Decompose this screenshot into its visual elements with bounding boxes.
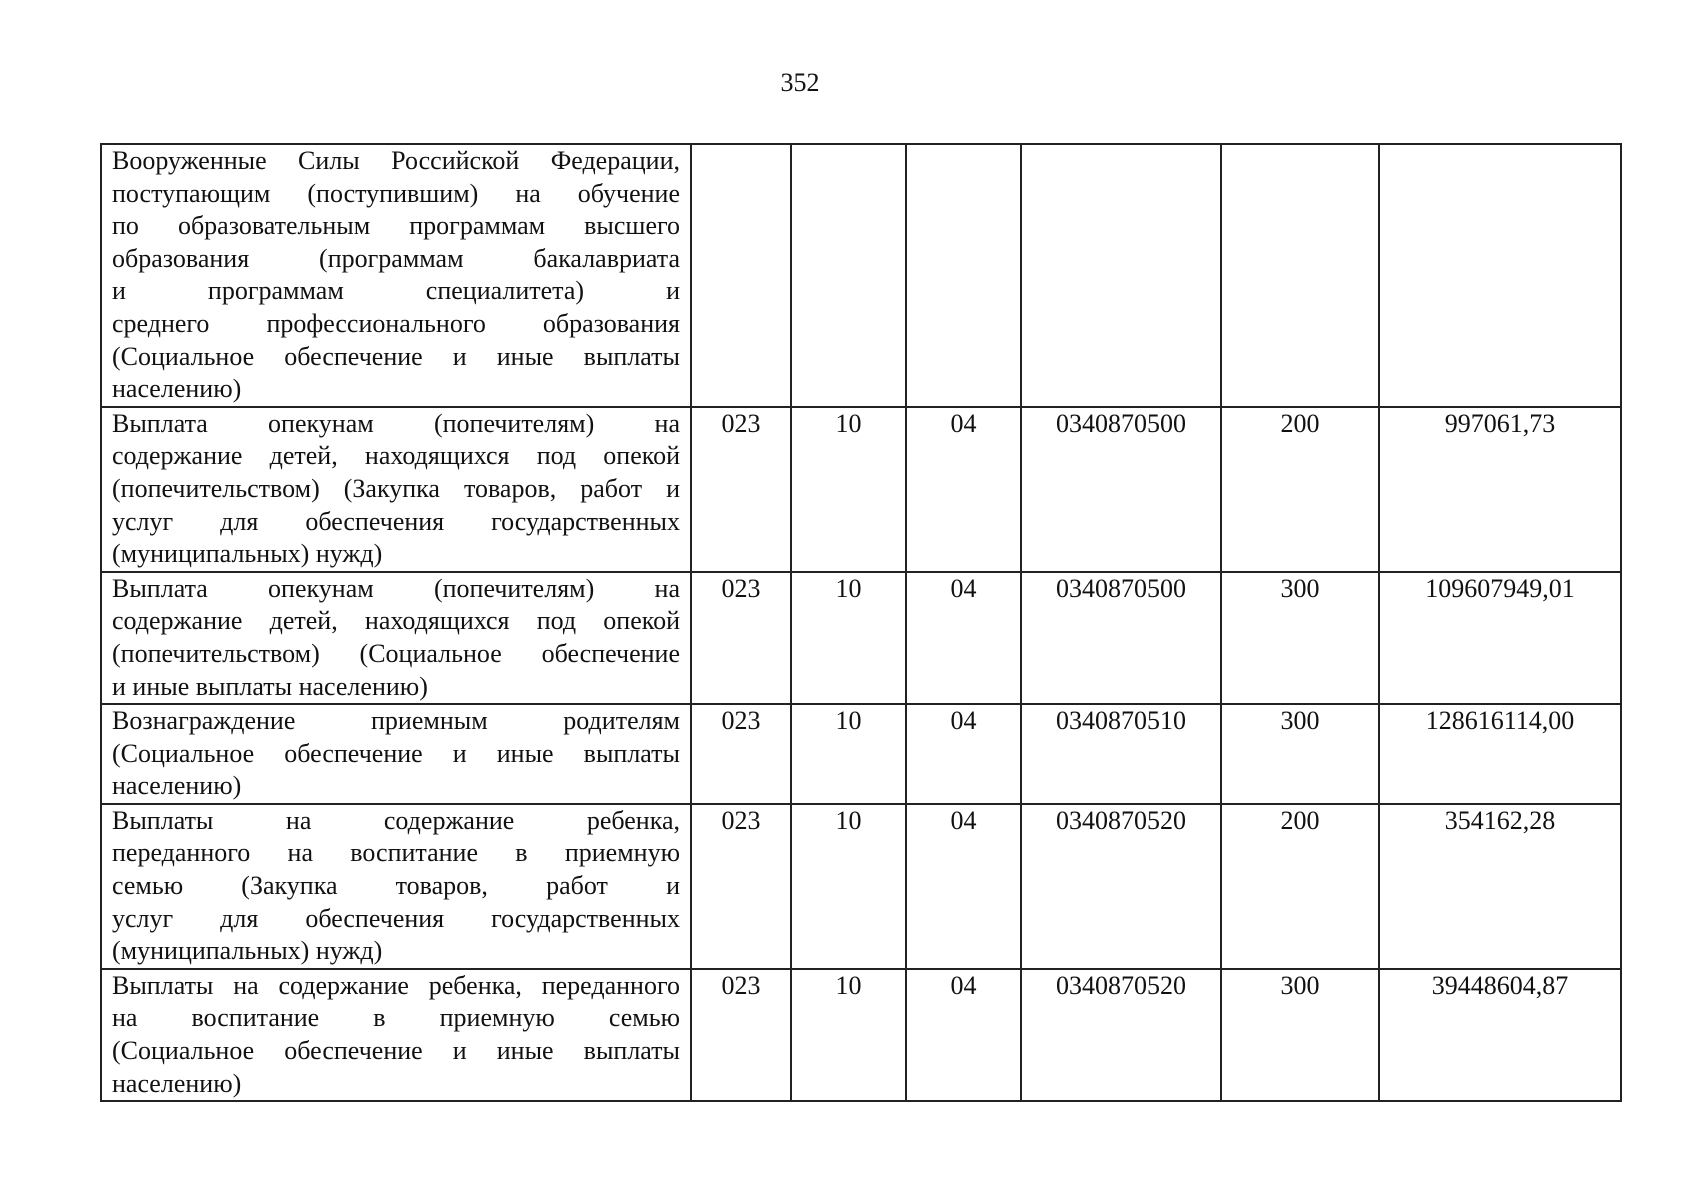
description-cell [101, 144, 691, 407]
description-line: Выплаты на содержание ребенка, [112, 805, 680, 835]
description-line: содержание детей, находящихся под опекой [112, 441, 680, 471]
budget-table [100, 143, 1622, 1102]
description-line: (попечительством) (Социальное обеспечение [112, 638, 680, 668]
table-row [101, 144, 1621, 407]
section-code-cell: 10 [791, 704, 906, 804]
expense-type-cell [1221, 144, 1379, 407]
table-body [101, 144, 1621, 1101]
table-row [101, 407, 1621, 572]
target-code-cell: 0340870500 [1021, 407, 1221, 572]
amount-cell: 997061,73 [1379, 407, 1621, 572]
amount-cell: 354162,28 [1379, 804, 1621, 969]
section-code-cell: 10 [791, 804, 906, 969]
description-cell [101, 407, 691, 572]
section-code-cell: 10 [791, 969, 906, 1101]
subsection-code-cell: 04 [906, 407, 1021, 572]
description-line: Вооруженные Силы Российской Федерации, [112, 146, 680, 175]
description-line: и иные выплаты населению) [112, 671, 428, 701]
description-line: Выплаты на содержание ребенка, переданного [112, 970, 680, 1000]
expense-type-cell: 300 [1221, 572, 1379, 704]
description-line: Выплата опекунам (попечителям) на [112, 408, 680, 438]
description-line: (Социальное обеспечение и иные выплаты [112, 341, 680, 371]
ministry-code-cell [691, 144, 791, 407]
expense-type-cell: 300 [1221, 704, 1379, 804]
target-code-cell [1021, 144, 1221, 407]
subsection-code-cell [906, 144, 1021, 407]
table-row [101, 969, 1621, 1101]
ministry-code-cell: 023 [691, 572, 791, 704]
amount-cell: 39448604,87 [1379, 969, 1621, 1101]
description-cell [101, 704, 691, 804]
description-line: (попечительством) (Закупка товаров, работ и [112, 473, 680, 503]
table-row [101, 704, 1621, 804]
description-line: услуг для обеспечения государственных [112, 903, 680, 933]
description-line: услуг для обеспечения государственных [112, 506, 680, 536]
description-line: населению) [112, 1068, 242, 1098]
description-cell [101, 969, 691, 1101]
amount-cell [1379, 144, 1621, 407]
subsection-code-cell: 04 [906, 804, 1021, 969]
description-line: и программам специалитета) и [112, 276, 680, 306]
target-code-cell: 0340870520 [1021, 804, 1221, 969]
section-code-cell: 10 [791, 572, 906, 704]
description-line: населению) [112, 771, 242, 801]
description-line: (Социальное обеспечение и иные выплаты [112, 1036, 680, 1066]
amount-cell: 109607949,01 [1379, 572, 1621, 704]
subsection-code-cell: 04 [906, 704, 1021, 804]
subsection-code-cell: 04 [906, 969, 1021, 1101]
table-row [101, 572, 1621, 704]
description-line: (Социальное обеспечение и иные выплаты [112, 738, 680, 768]
description-cell [101, 804, 691, 969]
description-line: семью (Закупка товаров, работ и [112, 871, 680, 901]
ministry-code-cell: 023 [691, 407, 791, 572]
description-line: (муниципальных) нужд) [112, 539, 383, 569]
description-cell [101, 572, 691, 704]
expense-type-cell: 200 [1221, 407, 1379, 572]
target-code-cell: 0340870510 [1021, 704, 1221, 804]
expense-type-cell: 300 [1221, 969, 1379, 1101]
subsection-code-cell: 04 [906, 572, 1021, 704]
ministry-code-cell: 023 [691, 804, 791, 969]
expense-type-cell: 200 [1221, 804, 1379, 969]
description-line: образования (программам бакалавриата [112, 243, 680, 273]
description-line: переданного на воспитание в приемную [112, 838, 680, 868]
amount-cell: 128616114,00 [1379, 704, 1621, 804]
description-line: Вознаграждение приемным родителям [112, 706, 680, 736]
section-code-cell: 10 [791, 407, 906, 572]
ministry-code-cell: 023 [691, 704, 791, 804]
section-code-cell [791, 144, 906, 407]
description-line: населению) [112, 374, 242, 404]
description-line: (муниципальных) нужд) [112, 936, 383, 966]
description-line: содержание детей, находящихся под опекой [112, 606, 680, 636]
description-line: по образовательным программам высшего [112, 211, 680, 241]
description-line: среднего профессионального образования [112, 308, 680, 338]
description-line: на воспитание в приемную семью [112, 1003, 680, 1033]
ministry-code-cell: 023 [691, 969, 791, 1101]
table-row [101, 804, 1621, 969]
target-code-cell: 0340870520 [1021, 969, 1221, 1101]
page-number: 352 [780, 68, 820, 97]
description-line: поступающим (поступившим) на обучение [112, 178, 680, 208]
description-line: Выплата опекунам (попечителям) на [112, 573, 680, 603]
target-code-cell: 0340870500 [1021, 572, 1221, 704]
